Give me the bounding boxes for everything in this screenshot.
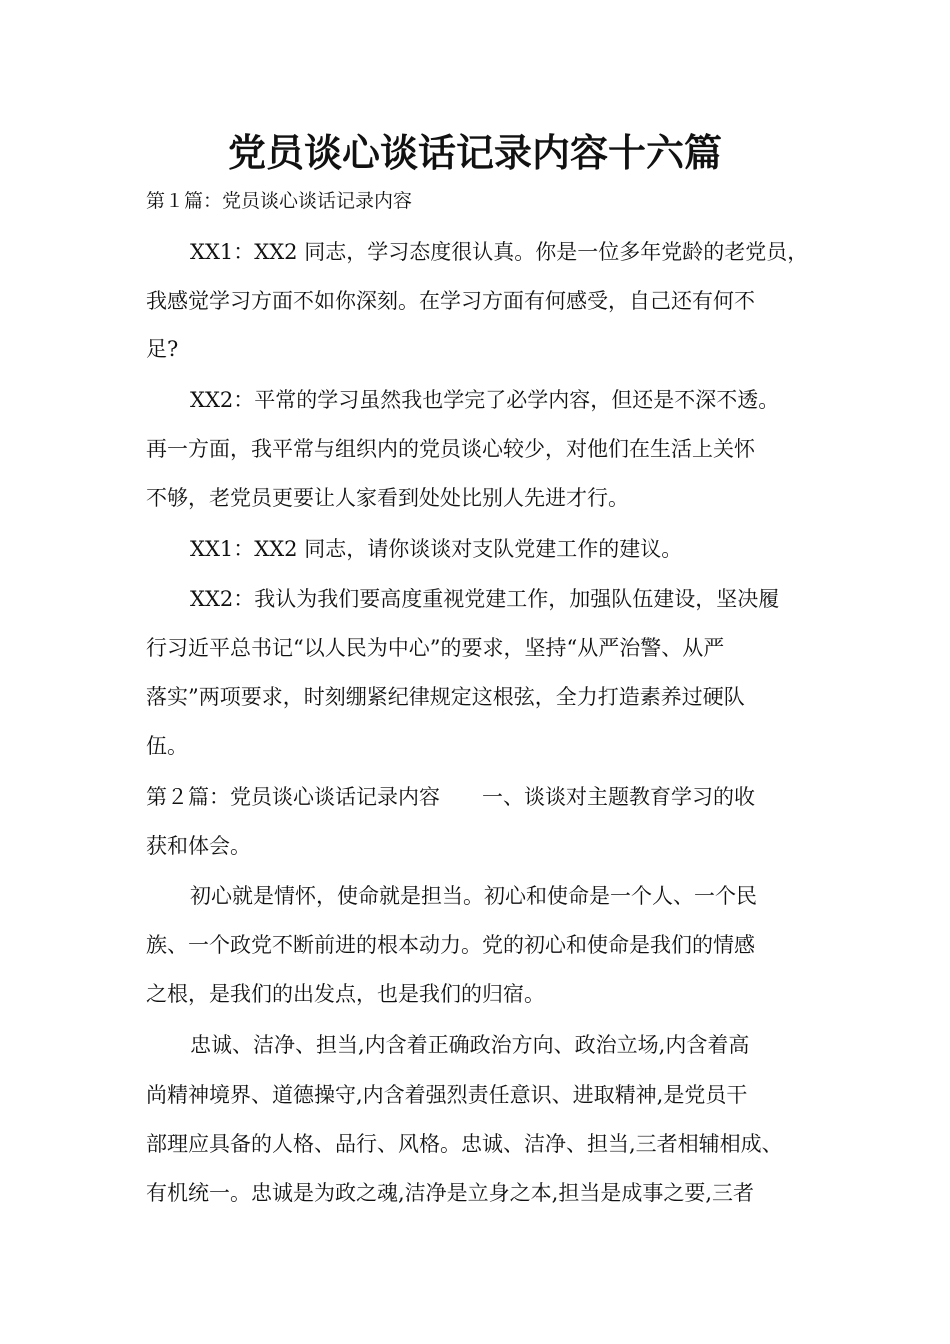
paragraph-line: XX2：我认为我们要高度重视党建工作，加强队伍建设，坚决履 bbox=[190, 587, 780, 611]
paragraph-line: 不够，老党员更要让人家看到处处比别人先进才行。 bbox=[146, 486, 629, 510]
paragraph-line: 伍。 bbox=[146, 734, 188, 758]
paragraph-line: 足? bbox=[146, 337, 179, 361]
section-heading: 第１篇：党员谈心谈话记录内容 bbox=[146, 190, 413, 212]
paragraph-line: 获和体会。 bbox=[146, 834, 251, 858]
paragraph-line: 族、一个政党不断前进的根本动力。党的初心和使命是我们的情感 bbox=[146, 933, 755, 957]
paragraph-line: 再一方面，我平常与组织内的党员谈心较少，对他们在生活上关怀 bbox=[146, 437, 755, 461]
paragraph-line: 部理应具备的人格、品行、风格。忠诚、洁净、担当,三者相辅相成、 bbox=[146, 1132, 783, 1156]
paragraph-line: XX1：XX2 同志，学习态度很认真。你是一位多年党龄的老党员， bbox=[190, 240, 809, 264]
paragraph-line: 我感觉学习方面不如你深刻。在学习方面有何感受，自己还有何不 bbox=[146, 289, 755, 313]
document-title: 党员谈心谈话记录内容十六篇 bbox=[227, 130, 722, 175]
paragraph-line: 行习近平总书记“以人民为中心”的要求，坚持“从严治警、从严 bbox=[146, 636, 725, 660]
paragraph-line: 有机统一。忠诚是为政之魂,洁净是立身之本,担当是成事之要,三者 bbox=[146, 1181, 755, 1205]
paragraph-line: 之根，是我们的出发点，也是我们的归宿。 bbox=[146, 982, 545, 1006]
paragraph-line: 尚精神境界、道德操守,内含着强烈责任意识、进取精神,是党员干 bbox=[146, 1083, 748, 1107]
paragraph-line: 忠诚、洁净、担当,内含着正确政治方向、政治立场,内含着高 bbox=[190, 1033, 750, 1057]
paragraph-line: XX2：平常的学习虽然我也学完了必学内容，但还是不深不透。 bbox=[190, 388, 780, 412]
paragraph-line: 初心就是情怀，使命就是担当。初心和使命是一个人、一个民 bbox=[190, 884, 757, 908]
section-heading: 第２篇：党员谈心谈话记录内容 一、谈谈对主题教育学习的收 bbox=[146, 785, 755, 809]
paragraph-line: 落实”两项要求，时刻绷紧纪律规定这根弦，全力打造素养过硬队 bbox=[146, 685, 745, 709]
paragraph-line: XX1：XX2 同志，请你谈谈对支队党建工作的建议。 bbox=[190, 537, 683, 561]
